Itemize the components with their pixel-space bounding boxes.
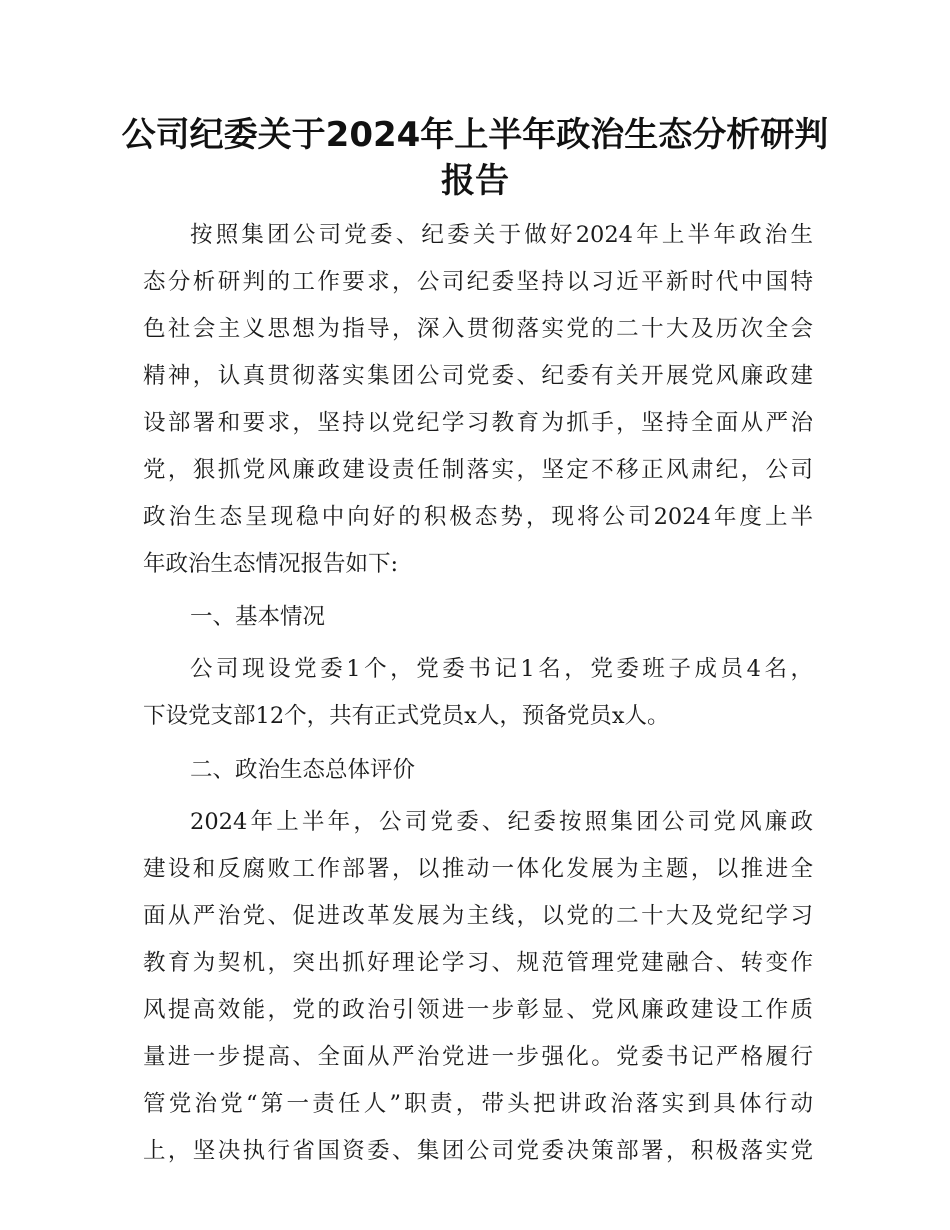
paragraph-intro-line-6: 党，狠抓党风廉政建设责任制落实，坚定不移正风肃纪，公司	[143, 457, 813, 483]
paragraph-intro-line-3: 色社会主义思想为指导，深入贯彻落实党的二十大及历次全会	[143, 316, 813, 342]
paragraph-eval-line-4: 教育为契机，突出抓好理论学习、规范管理党建融合、转变作	[143, 950, 813, 976]
paragraph-intro-line-1: 按照集团公司党委、纪委关于做好2024年上半年政治生	[190, 222, 813, 248]
paragraph-basic-line-2: 下设党支部12个，共有正式党员x人，预备党员x人。	[143, 703, 670, 729]
paragraph-eval-line-8: 上，坚决执行省国资委、集团公司党委决策部署，积极落实党	[143, 1138, 813, 1164]
paragraph-eval-line-5: 风提高效能，党的政治引领进一步彰显、党风廉政建设工作质	[143, 997, 813, 1023]
paragraph-eval-line-3: 面从严治党、促进改革发展为主线，以党的二十大及党纪学习	[143, 903, 813, 929]
paragraph-intro-line-2: 态分析研判的工作要求，公司纪委坚持以习近平新时代中国特	[143, 269, 813, 295]
paragraph-eval-line-1: 2024年上半年，公司党委、纪委按照集团公司党风廉政	[190, 809, 813, 835]
section-heading-evaluation: 二、政治生态总体评价	[190, 757, 416, 783]
paragraph-intro-line-7: 政治生态呈现稳中向好的积极态势，现将公司2024年度上半	[143, 504, 813, 530]
document-title-line-1: 公司纪委关于2024年上半年政治生态分析研判	[121, 115, 829, 155]
paragraph-eval-line-2: 建设和反腐败工作部署，以推动一体化发展为主题，以推进全	[143, 856, 813, 882]
paragraph-intro-line-4: 精神，认真贯彻落实集团公司党委、纪委有关开展党风廉政建	[143, 363, 813, 389]
section-heading-basic: 一、基本情况	[190, 604, 326, 630]
paragraph-intro-line-8: 年政治生态情况报告如下:	[143, 551, 399, 577]
paragraph-intro-line-5: 设部署和要求，坚持以党纪学习教育为抓手，坚持全面从严治	[143, 410, 813, 436]
paragraph-basic-line-1: 公司现设党委1个，党委书记1名，党委班子成员4名，	[190, 656, 813, 682]
document-title-line-2: 报告	[441, 161, 509, 201]
paragraph-eval-line-6: 量进一步提高、全面从严治党进一步强化。党委书记严格履行	[143, 1044, 813, 1070]
paragraph-eval-line-7: 管党治党“第一责任人”职责，带头把讲政治落实到具体行动	[143, 1091, 813, 1117]
